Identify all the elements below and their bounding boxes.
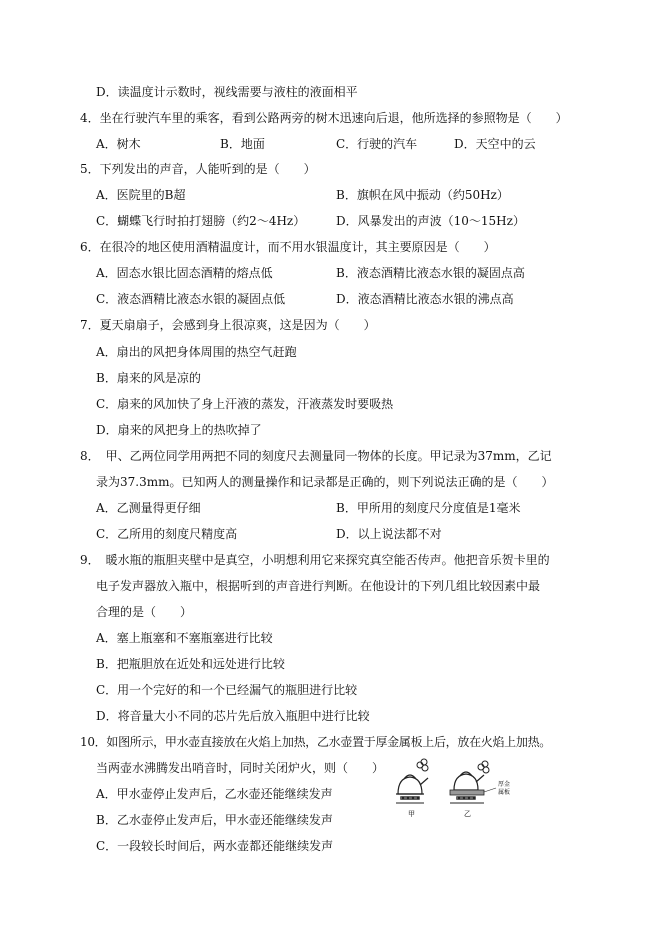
option-3d: D．读温度计示数时，视线需要与液柱的液面相平: [96, 85, 358, 99]
question-9-line-3: 合理的是（ ）: [96, 605, 193, 619]
q6-option-b: B．液态酒精比液态水银的凝固点高: [336, 266, 525, 280]
question-8-line-2: 录为37.3mm。已知两人的测量操作和记录都是正确的，则下列说法正确的是（ ）: [96, 475, 554, 489]
question-10-line-2: 当两壶水沸腾发出哨音时，同时关闭炉火，则（ ）: [96, 761, 385, 775]
kettles-illustration: [388, 758, 528, 822]
question-9-line-2: 电子发声器放入瓶中，根据听到的声音进行判断。在他设计的下列几组比较因素中最: [96, 579, 541, 593]
q4-option-c: C．行驶的汽车: [336, 137, 418, 151]
q5-option-d: D．风暴发出的声波（10～15Hz）: [336, 214, 525, 228]
q8-option-c: C．乙所用的刻度尺精度高: [96, 527, 238, 541]
q10-option-a: A．甲水壶停止发声后，乙水壶还能继续发声: [96, 787, 333, 801]
question-5: 5．下列发出的声音，人能听到的是（ ）: [80, 162, 316, 176]
plate-label-1: 厚金: [498, 781, 511, 788]
question-8-line-1: 8． 甲、乙两位同学用两把不同的刻度尺去测量同一物体的长度。甲记录为37mm，乙记: [80, 449, 552, 463]
q10-option-b: B．乙水壶停止发声后，甲水壶还能继续发声: [96, 813, 333, 827]
q6-option-a: A．固态水银比固态酒精的熔点低: [96, 266, 273, 280]
flame-yi-icon: [456, 796, 476, 800]
q10-option-c: C．一段较长时间后，两水壶都还能继续发声: [96, 839, 334, 853]
flame-jia-icon: [400, 796, 420, 800]
q5-option-b: B．旗帜在风中振动（约50Hz）: [336, 188, 509, 202]
q8-option-b: B．甲所用的刻度尺分度值是1毫米: [336, 501, 521, 515]
q7-option-c: C．扇来的风加快了身上汗液的蒸发，汗液蒸发时要吸热: [96, 397, 394, 411]
question-10-line-1: 10．如图所示，甲水壶直接放在火焰上加热，乙水壶置于厚金属板上后，放在火焰上加热。: [80, 735, 551, 749]
q7-option-a: A．扇出的风把身体周围的热空气赶跑: [96, 345, 297, 359]
steam-jia-icon: [417, 759, 428, 771]
plate-pointer: [484, 788, 496, 792]
q9-option-a: A．塞上瓶塞和不塞瓶塞进行比较: [96, 631, 273, 645]
q8-option-d: D．以上说法都不对: [336, 527, 442, 541]
question-4: 4．坐在行驶汽车里的乘客，看到公路两旁的树木迅速向后退，他所选择的参照物是（ ）: [80, 111, 568, 125]
question-7: 7．夏天扇扇子，会感到身上很凉爽，这是因为（ ）: [80, 318, 376, 332]
kettle-yi-icon: [454, 772, 484, 790]
question-6: 6．在很冷的地区使用酒精温度计，而不用水银温度计，其主要原因是（ ）: [80, 240, 496, 254]
q6-option-c: C．液态酒精比液态水银的凝固点低: [96, 292, 286, 306]
q4-option-a: A．树木: [96, 137, 141, 151]
q9-option-b: B．把瓶胆放在近处和远处进行比较: [96, 657, 285, 671]
plate-label-2: 属板: [498, 789, 511, 796]
q4-option-b: B．地面: [220, 137, 265, 151]
kettles-figure: [388, 758, 528, 822]
steam-yi-icon: [478, 761, 489, 773]
q5-option-c: C．蝴蝶飞行时拍打翅膀（约2～4Hz）: [96, 214, 306, 228]
q7-option-d: D．扇来的风把身上的热吹掉了: [96, 423, 262, 437]
q4-option-d: D．天空中的云: [454, 137, 536, 151]
q9-option-c: C．用一个完好的和一个已经漏气的瓶胆进行比较: [96, 683, 358, 697]
kettle-jia-icon: [396, 775, 428, 794]
label-yi: 乙: [464, 810, 471, 818]
thick-metal-plate: [450, 790, 484, 795]
q9-option-d: D．将音量大小不同的芯片先后放入瓶胆中进行比较: [96, 709, 370, 723]
q5-option-a: A．医院里的B超: [96, 188, 186, 202]
q8-option-a: A．乙测量得更仔细: [96, 501, 201, 515]
q7-option-b: B．扇来的风是凉的: [96, 371, 201, 385]
label-jia: 甲: [408, 810, 415, 818]
q6-option-d: D．液态酒精比液态水银的沸点高: [336, 292, 514, 306]
question-9-line-1: 9． 暖水瓶的瓶胆夹壁中是真空，小明想利用它来探究真空能否传声。他把音乐贺卡里的: [80, 553, 550, 567]
